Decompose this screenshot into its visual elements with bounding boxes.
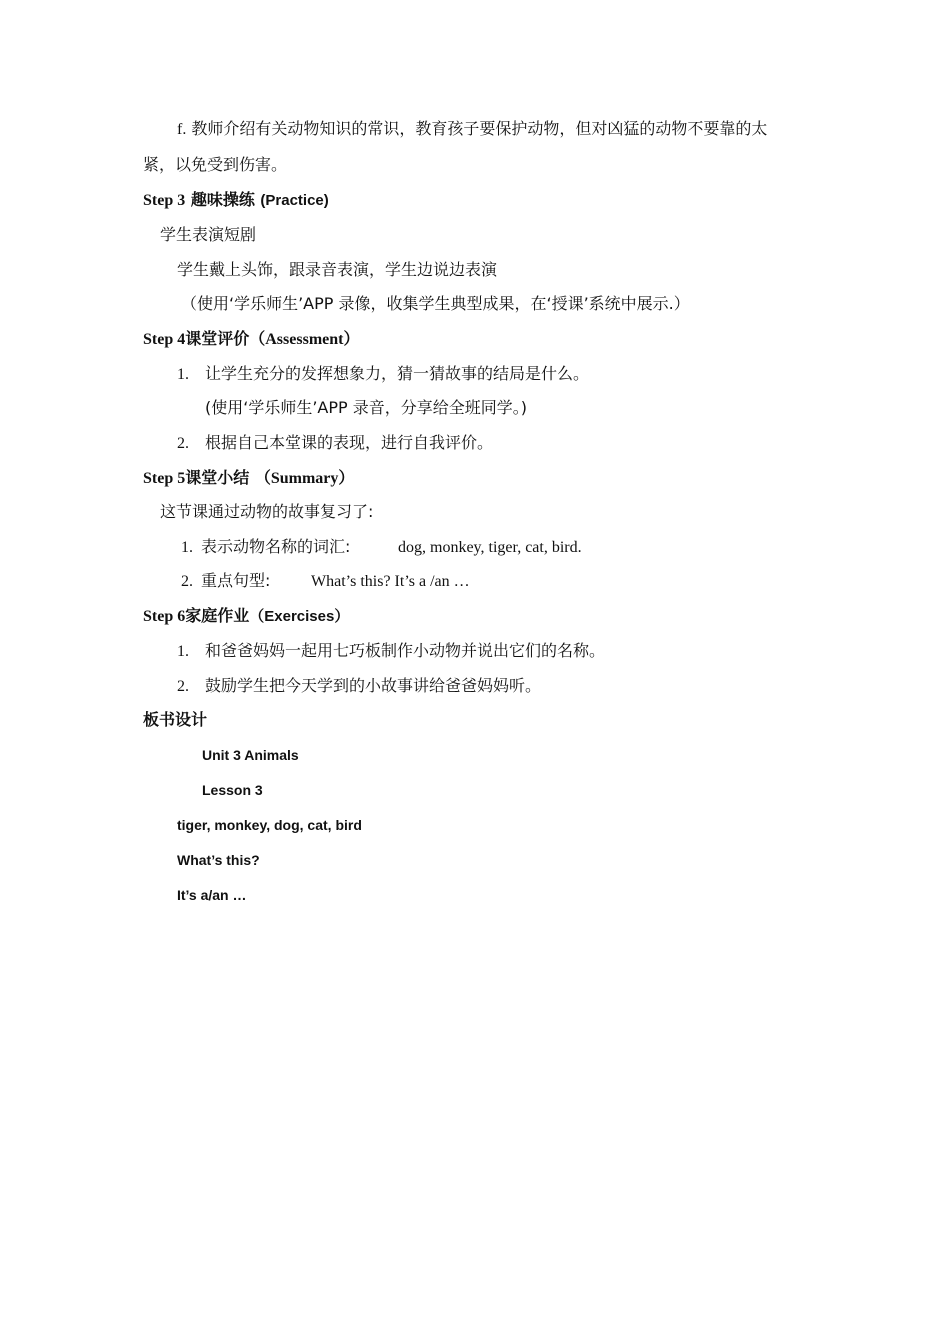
step5-heading: [143, 468, 354, 489]
step5-prefix: Step 5: [143, 470, 186, 487]
list-number: 2.: [181, 573, 193, 590]
step3-sub: 学生表演短剧: [160, 225, 257, 244]
step4-note: (使用‘学乐师生’APP 录音，分享给全班同学。): [205, 398, 527, 417]
intro-marker: f.: [177, 121, 187, 138]
step3-detail: 学生戴上头饰，跟录音表演，学生边说边表演: [177, 260, 498, 279]
step4-item-1: [177, 364, 589, 385]
board-unit: Unit 3 Animals: [202, 747, 299, 763]
step3-prefix: Step 3: [143, 192, 186, 209]
list-text: 和爸爸妈妈一起用七巧板制作小动物并说出它们的名称。: [205, 641, 606, 660]
step5-en: （Summary）: [254, 470, 355, 487]
step5-item-2: [181, 571, 470, 592]
intro-line-2: 紧，以免受到伤害。: [143, 155, 288, 174]
list-text: 让学生充分的发挥想象力，猜一猜故事的结局是什么。: [205, 364, 590, 383]
list-number: 2.: [177, 435, 189, 452]
step3-heading: [143, 190, 329, 211]
list-label: 表示动物名称的词汇:: [201, 537, 351, 556]
list-text: 鼓励学生把今天学到的小故事讲给爸爸妈妈听。: [205, 676, 542, 695]
step6-item-2: [177, 676, 541, 697]
step4-en: （Assessment）: [249, 331, 360, 348]
board-words: tiger, monkey, dog, cat, bird: [177, 817, 362, 833]
list-label: 重点句型:: [201, 571, 271, 590]
intro-text-1: 教师介绍有关动物知识的常识，教育孩子要保护动物，但对凶猛的动物不要靠的太: [191, 119, 768, 138]
step4-title: 课堂评价: [185, 329, 250, 348]
list-number: 1.: [181, 539, 193, 556]
step4-item-2: [177, 433, 493, 454]
list-value: dog, monkey, tiger, cat, bird.: [398, 539, 582, 556]
list-number: 1.: [177, 643, 189, 660]
step4-heading: [143, 329, 359, 350]
step6-heading: [143, 606, 349, 627]
list-value: What’s this? It’s a /an …: [311, 573, 470, 590]
step5-item-1: [181, 537, 582, 558]
board-lesson: Lesson 3: [202, 782, 263, 798]
step6-item-1: [177, 641, 605, 662]
intro-line-1: [177, 119, 767, 140]
step3-en: (Practice): [260, 192, 329, 209]
step6-en: （Exercises）: [249, 608, 350, 625]
step5-title: 课堂小结: [185, 468, 250, 487]
step3-title: 趣味操练: [190, 190, 255, 209]
list-text: 根据自己本堂课的表现，进行自我评价。: [205, 433, 494, 452]
step3-note: （使用‘学乐师生’APP 录像，收集学生典型成果，在‘授课’系统中展示.）: [181, 294, 690, 313]
board-heading: 板书设计: [143, 710, 208, 729]
step5-intro: 这节课通过动物的故事复习了:: [160, 502, 374, 521]
step6-prefix: Step 6: [143, 608, 186, 625]
list-number: 1.: [177, 366, 189, 383]
board-answer: It’s a/an …: [177, 887, 247, 903]
board-question: What’s this?: [177, 852, 260, 868]
step4-prefix: Step 4: [143, 331, 186, 348]
list-number: 2.: [177, 678, 189, 695]
step6-title: 家庭作业: [185, 606, 250, 625]
